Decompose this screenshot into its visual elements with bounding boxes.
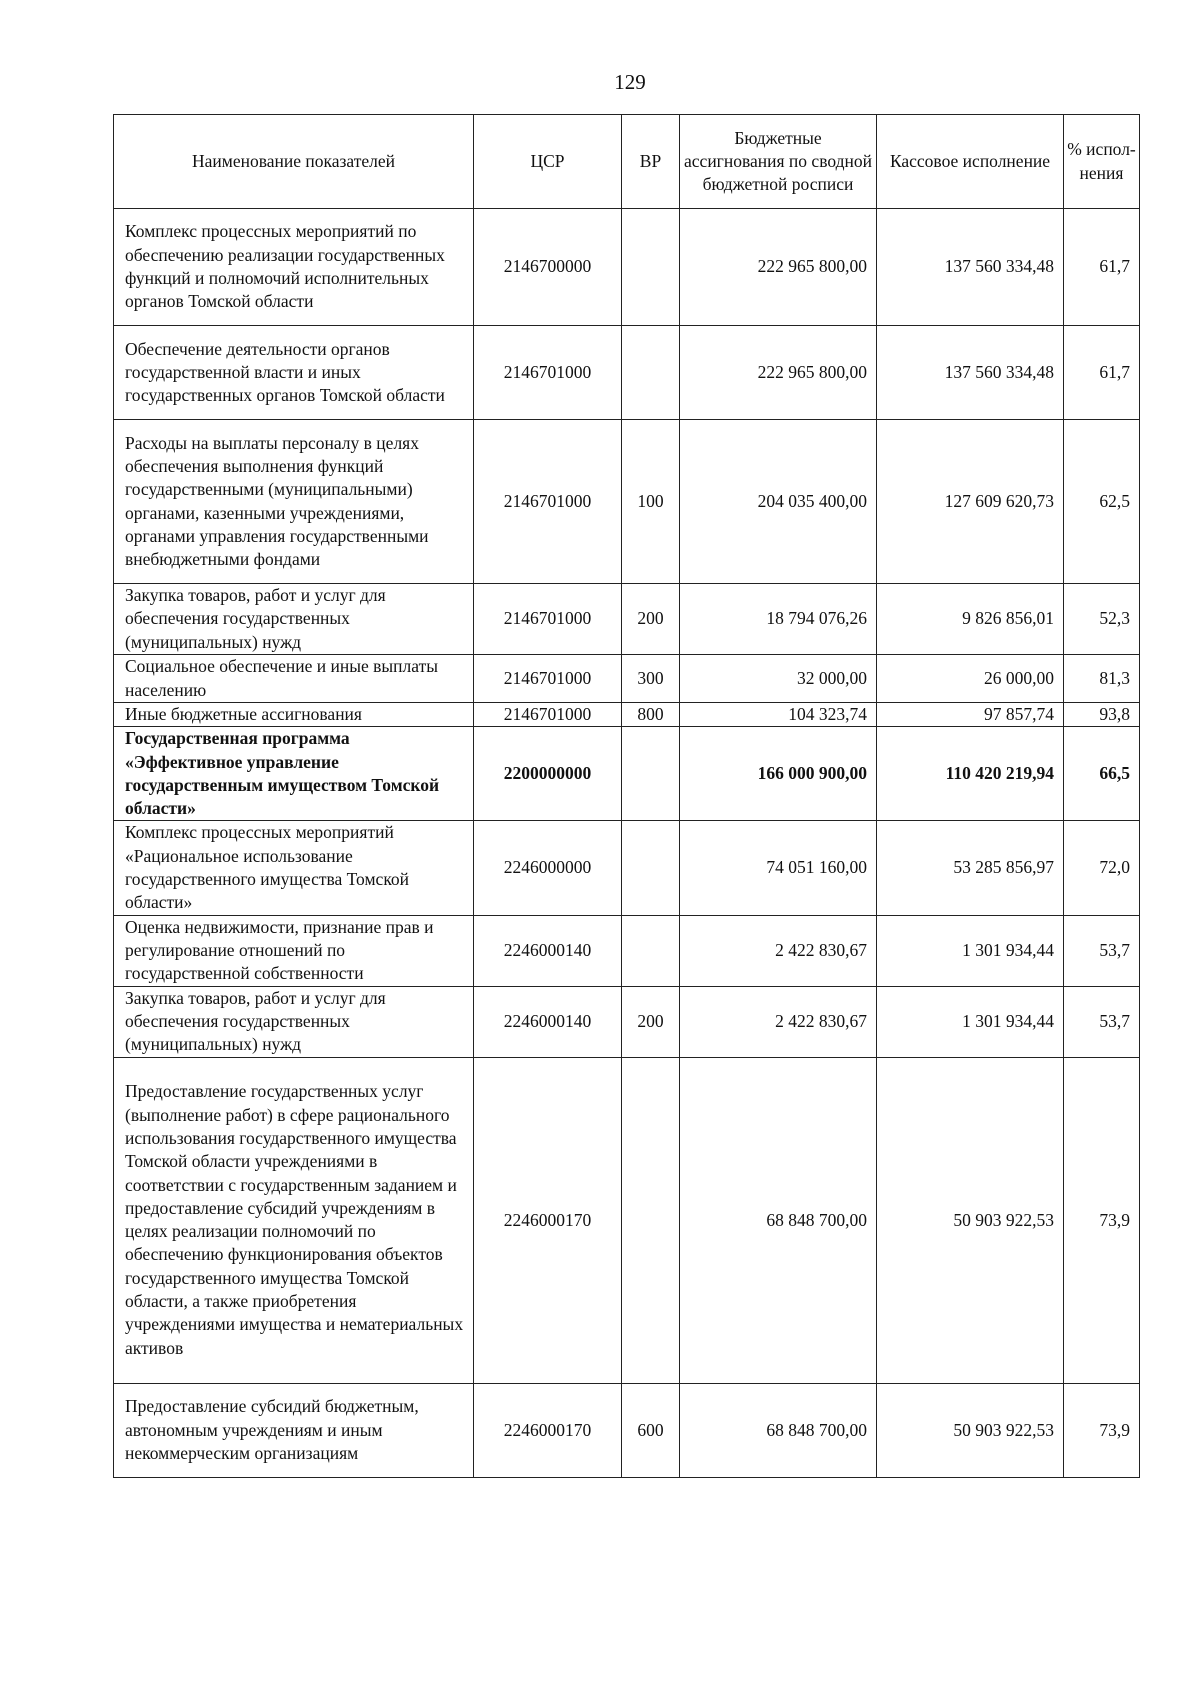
row-percent: 62,5	[1064, 420, 1140, 584]
row-name: Предоставление государственных услуг (выполнение работ) в сфере рационального использования государственного имущества Томской области учреждениями в соответствии с государственным заданием и предоставление субсидий учреждениям в целях реализации полномочий по обеспечению функционирования объектов государственного имущества Томской области, а также приобретения учреждениями имущества и нематериальных активов	[114, 1057, 474, 1383]
row-cash: 137 560 334,48	[877, 209, 1064, 326]
row-budget: 166 000 900,00	[680, 727, 877, 821]
row-cash: 50 903 922,53	[877, 1383, 1064, 1477]
row-cash: 1 301 934,44	[877, 915, 1064, 986]
row-percent: 93,8	[1064, 703, 1140, 727]
row-percent: 72,0	[1064, 821, 1140, 915]
row-csr: 2146701000	[474, 420, 622, 584]
table-row	[114, 1057, 1140, 1383]
table-row	[114, 915, 1140, 986]
table-row	[114, 986, 1140, 1057]
header-vr: ВР	[622, 115, 680, 209]
row-percent: 53,7	[1064, 915, 1140, 986]
row-percent: 61,7	[1064, 326, 1140, 420]
row-budget: 2 422 830,67	[680, 915, 877, 986]
row-vr: 800	[622, 703, 680, 727]
row-percent: 73,9	[1064, 1057, 1140, 1383]
table-row	[114, 655, 1140, 703]
row-budget: 32 000,00	[680, 655, 877, 703]
row-budget: 104 323,74	[680, 703, 877, 727]
row-cash: 127 609 620,73	[877, 420, 1064, 584]
row-budget: 68 848 700,00	[680, 1057, 877, 1383]
row-vr	[622, 209, 680, 326]
row-budget: 222 965 800,00	[680, 209, 877, 326]
row-name: Социальное обеспечение и иные выплаты населению	[114, 655, 474, 703]
table-row	[114, 420, 1140, 584]
row-name: Закупка товаров, работ и услуг для обеспечения государственных (муниципальных) нужд	[114, 584, 474, 655]
row-name: Расходы на выплаты персоналу в целях обеспечения выполнения функций государственными (муниципальными) органами, казенными учреждениями, органами управления государственными внебюджетными фондами	[114, 420, 474, 584]
row-vr	[622, 727, 680, 821]
row-vr	[622, 1057, 680, 1383]
table-row	[114, 584, 1140, 655]
table-row	[114, 703, 1140, 727]
row-vr	[622, 326, 680, 420]
row-vr	[622, 915, 680, 986]
row-vr: 200	[622, 584, 680, 655]
row-cash: 9 826 856,01	[877, 584, 1064, 655]
table-row-program-total	[114, 727, 1140, 821]
row-csr: 2146701000	[474, 655, 622, 703]
row-name: Комплекс процессных мероприятий «Рациональное использование государственного имущества Томской области»	[114, 821, 474, 915]
row-vr: 100	[622, 420, 680, 584]
row-percent: 73,9	[1064, 1383, 1140, 1477]
row-budget: 2 422 830,67	[680, 986, 877, 1057]
header-name: Наименование показателей	[114, 115, 474, 209]
header-budget-allocations: Бюджетные ассигнования по сводной бюджетной росписи	[680, 115, 877, 209]
row-csr: 2200000000	[474, 727, 622, 821]
header-cash-execution: Кассовое исполнение	[877, 115, 1064, 209]
row-name: Государственная программа «Эффективное управление государственным имуществом Томской области»	[114, 727, 474, 821]
row-name: Обеспечение деятельности органов государственной власти и иных государственных органов Томской области	[114, 326, 474, 420]
row-budget: 204 035 400,00	[680, 420, 877, 584]
row-csr: 2246000140	[474, 986, 622, 1057]
row-percent: 61,7	[1064, 209, 1140, 326]
row-csr: 2246000170	[474, 1057, 622, 1383]
row-vr: 200	[622, 986, 680, 1057]
row-vr	[622, 821, 680, 915]
row-cash: 110 420 219,94	[877, 727, 1064, 821]
row-name: Оценка недвижимости, признание прав и регулирование отношений по государственной собственности	[114, 915, 474, 986]
row-csr: 2146701000	[474, 703, 622, 727]
row-vr: 300	[622, 655, 680, 703]
row-name: Закупка товаров, работ и услуг для обеспечения государственных (муниципальных) нужд	[114, 986, 474, 1057]
row-percent: 53,7	[1064, 986, 1140, 1057]
budget-execution-table	[113, 114, 1140, 1478]
row-csr: 2246000140	[474, 915, 622, 986]
header-execution-percent: % испол-нения	[1064, 115, 1140, 209]
row-cash: 1 301 934,44	[877, 986, 1064, 1057]
row-csr: 2246000170	[474, 1383, 622, 1477]
row-percent: 66,5	[1064, 727, 1140, 821]
row-budget: 222 965 800,00	[680, 326, 877, 420]
row-percent: 81,3	[1064, 655, 1140, 703]
row-cash: 26 000,00	[877, 655, 1064, 703]
table-row	[114, 1383, 1140, 1477]
row-name: Предоставление субсидий бюджетным, автономным учреждениям и иным некоммерческим организациям	[114, 1383, 474, 1477]
row-cash: 97 857,74	[877, 703, 1064, 727]
page-number: 129	[614, 70, 646, 94]
row-percent: 52,3	[1064, 584, 1140, 655]
row-name: Комплекс процессных мероприятий по обеспечению реализации государственных функций и полномочий исполнительных органов Томской области	[114, 209, 474, 326]
header-csr: ЦСР	[474, 115, 622, 209]
row-cash: 53 285 856,97	[877, 821, 1064, 915]
row-budget: 68 848 700,00	[680, 1383, 877, 1477]
table-row	[114, 326, 1140, 420]
row-budget: 74 051 160,00	[680, 821, 877, 915]
row-cash: 50 903 922,53	[877, 1057, 1064, 1383]
row-csr: 2146700000	[474, 209, 622, 326]
row-csr: 2146701000	[474, 326, 622, 420]
row-cash: 137 560 334,48	[877, 326, 1064, 420]
row-budget: 18 794 076,26	[680, 584, 877, 655]
row-name: Иные бюджетные ассигнования	[114, 703, 474, 727]
table-header-row	[114, 115, 1140, 209]
row-vr: 600	[622, 1383, 680, 1477]
table-row	[114, 209, 1140, 326]
row-csr: 2146701000	[474, 584, 622, 655]
table-row	[114, 821, 1140, 915]
row-csr: 2246000000	[474, 821, 622, 915]
